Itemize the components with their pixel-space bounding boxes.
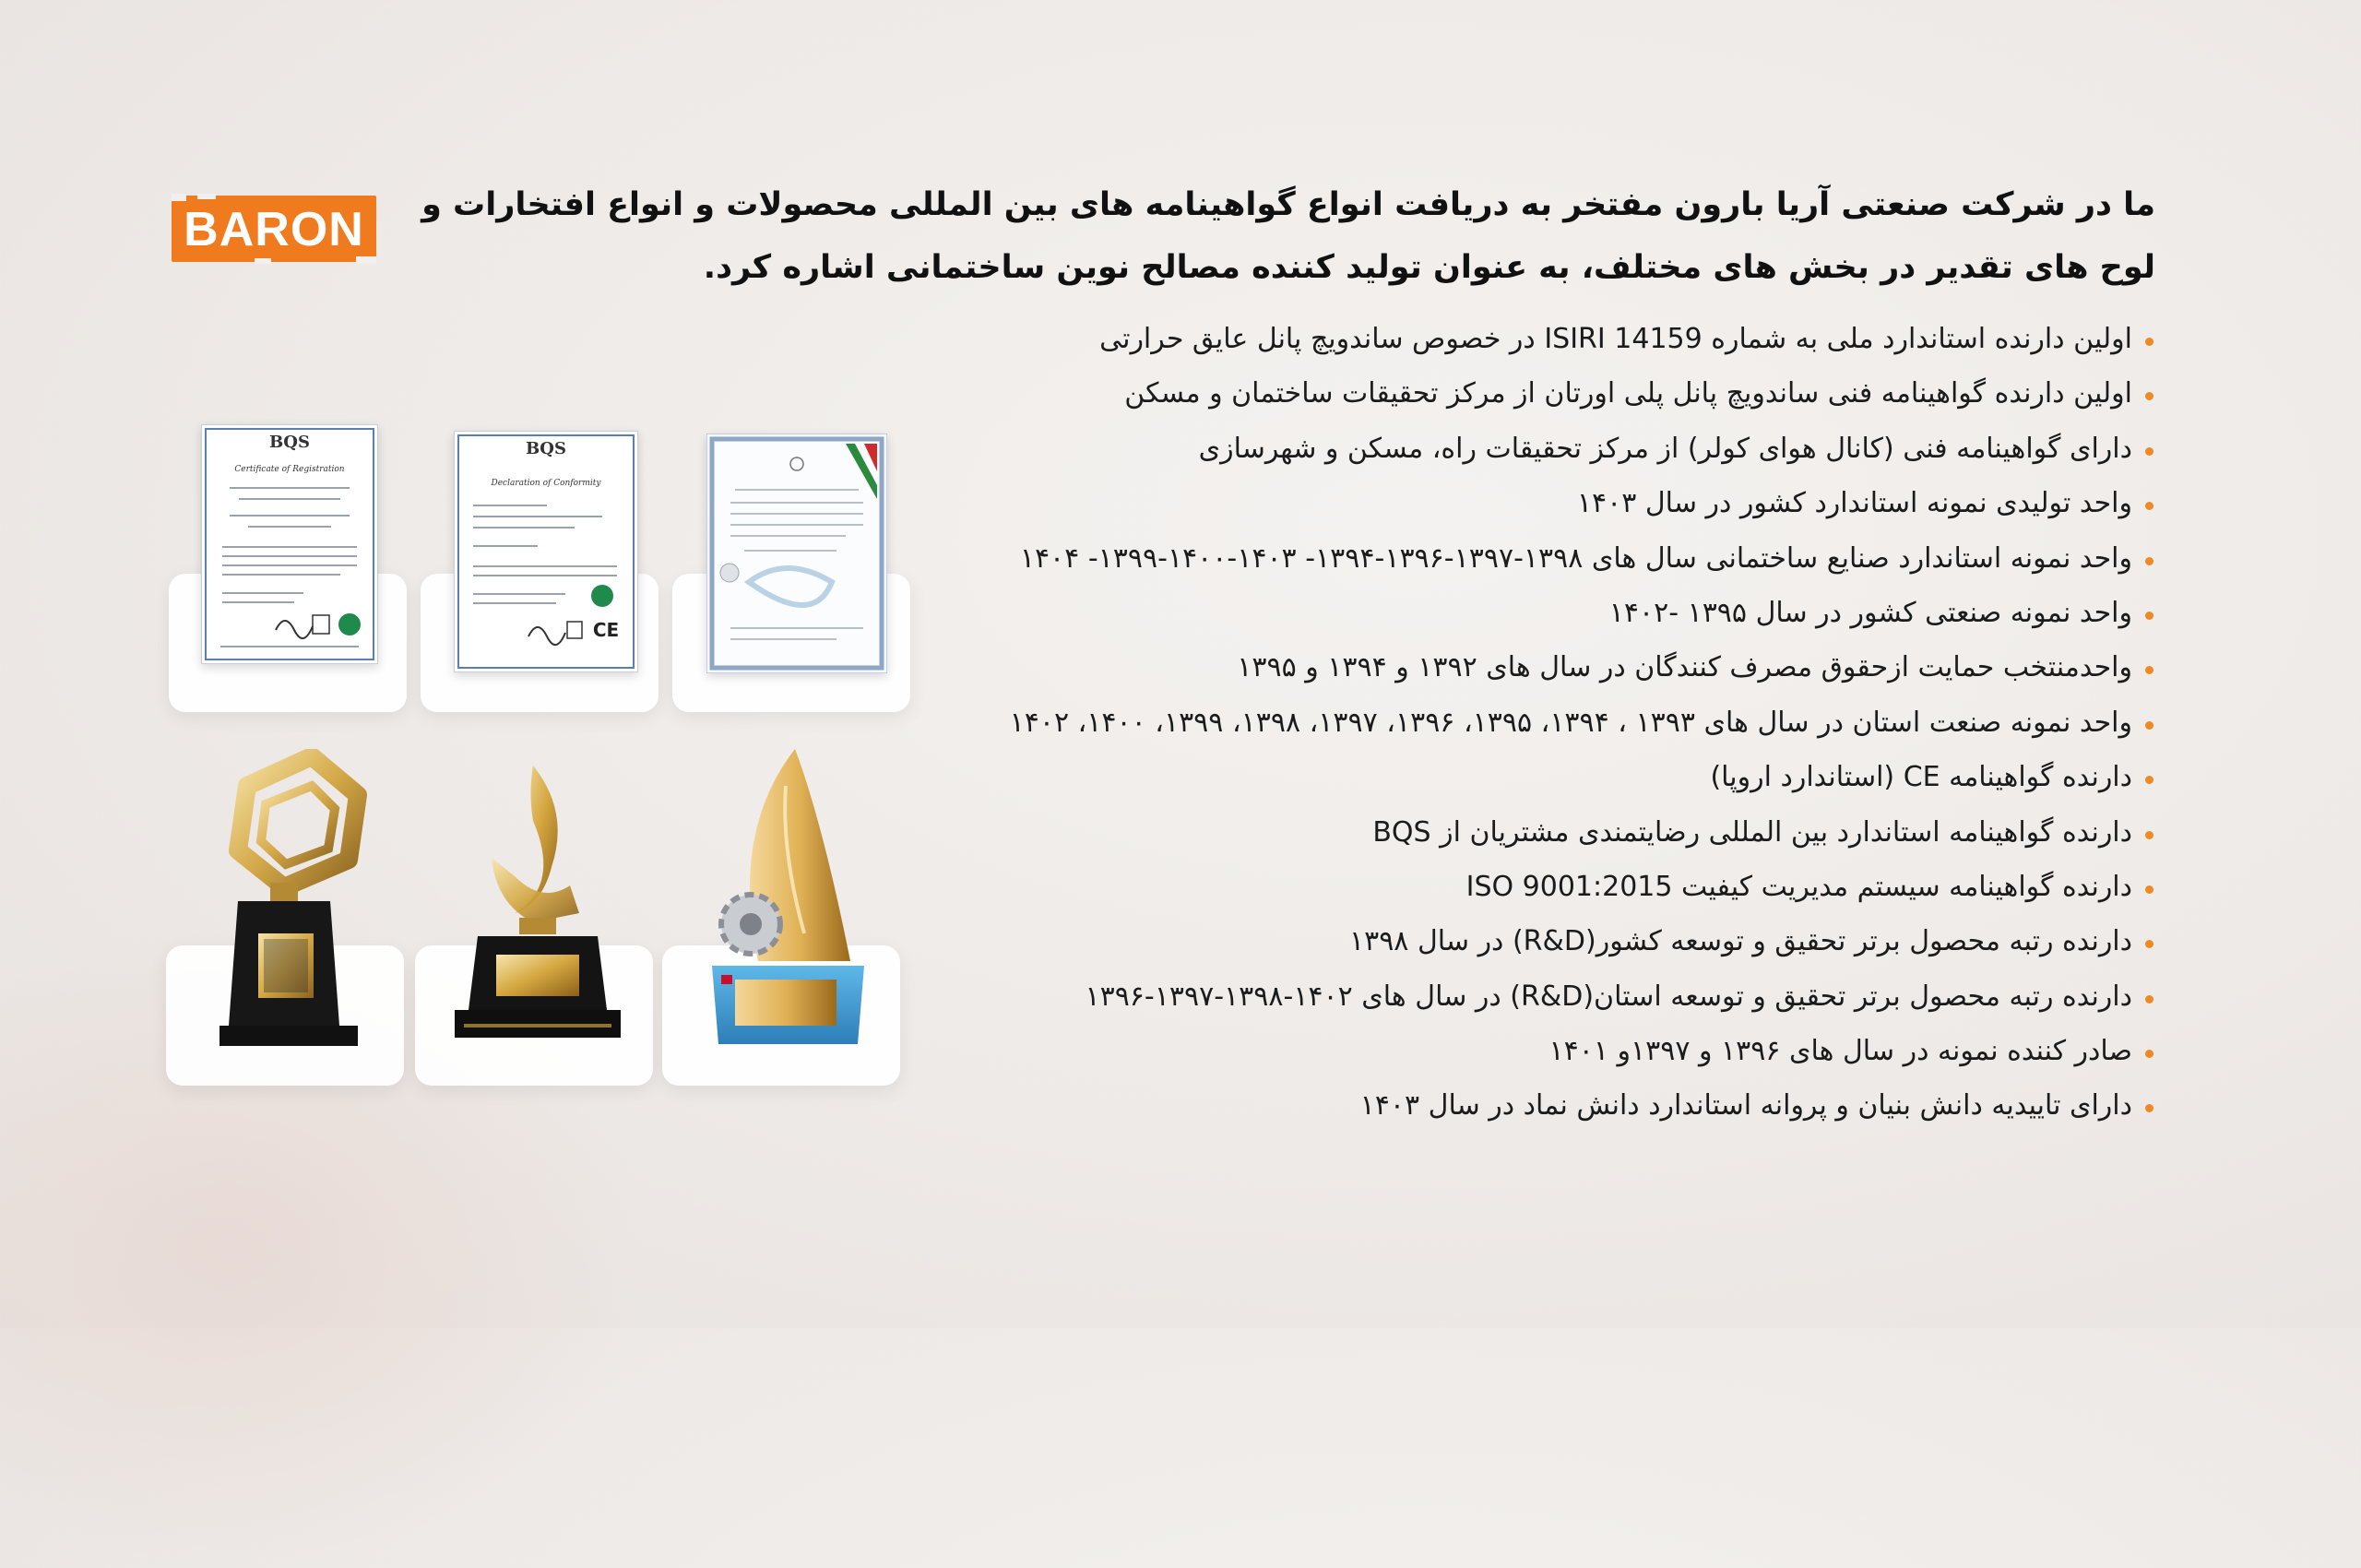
bqs-conformity-certificate bbox=[454, 431, 638, 672]
list-item-text: دارنده رتبه محصول برتر تحقیق و توسعه استان(R&D) در سال های ۱۴۰۲-۱۳۹۸-۱۳۹۷-۱۳۹۶ bbox=[1085, 980, 2132, 1013]
bullet-dot bbox=[2145, 721, 2153, 730]
list-item-text: دارنده گواهینامه سیستم مدیریت کیفیت ISO 9001:2015 bbox=[1465, 870, 2132, 903]
bullet-dot bbox=[2145, 995, 2153, 1004]
bullet-dot bbox=[2145, 612, 2153, 620]
bullet-dot bbox=[2145, 776, 2153, 784]
list-item bbox=[991, 1024, 2153, 1078]
cert-1-title: Certificate of Registration bbox=[234, 465, 345, 474]
headline-line-2: لوح های تقدیر در بخش های مختلف، به عنوان تولید کننده مصالح نوین ساختمانی اشاره کرد. bbox=[703, 249, 2155, 286]
list-item bbox=[991, 695, 2153, 750]
list-item-text: واحد نمونه صنعتی کشور در سال ۱۳۹۵ -۱۴۰۲ bbox=[1608, 596, 2132, 629]
award-trophy-3 bbox=[694, 749, 878, 1063]
bullet-dot bbox=[2145, 885, 2153, 894]
bqs-registration-certificate bbox=[201, 424, 378, 664]
list-item bbox=[991, 1078, 2153, 1133]
ce-mark: CE bbox=[592, 619, 620, 641]
list-item bbox=[991, 640, 2153, 695]
list-item-text: دارنده رتبه محصول برتر تحقیق و توسعه کشور(R&D) در سال ۱۳۹۸ bbox=[1348, 925, 2132, 958]
logo-text: BARON bbox=[184, 203, 364, 256]
baron-logo bbox=[172, 194, 376, 264]
list-item-text: صادر کننده نمونه در سال های ۱۳۹۶ و ۱۳۹۷و ۱۴۰۱ bbox=[1548, 1035, 2132, 1068]
list-item bbox=[991, 914, 2153, 968]
list-item-text: دارنده گواهینامه CE (استاندارد اروپا) bbox=[1710, 761, 2132, 794]
cert-1-brand: BQS bbox=[269, 433, 310, 452]
baron-logo-mark bbox=[172, 194, 376, 264]
bullet-dot bbox=[2145, 666, 2153, 674]
bullet-dot bbox=[2145, 392, 2153, 400]
achievements-list bbox=[991, 312, 2153, 1134]
list-item-text: واحد نمونه استاندارد صنایع ساختمانی سال های ۱۳۹۸-۱۳۹۷-۱۳۹۶-۱۳۹۴- ۱۴۰۳-۱۴۰۰-۱۳۹۹- ۱۴۰۴ bbox=[1019, 541, 2132, 575]
iran-technical-certificate bbox=[706, 434, 887, 673]
list-item bbox=[991, 366, 2153, 421]
bullet-dot bbox=[2145, 338, 2153, 346]
list-item bbox=[991, 860, 2153, 914]
list-item bbox=[991, 969, 2153, 1024]
bullet-dot bbox=[2145, 1050, 2153, 1058]
award-trophy-2 bbox=[441, 766, 635, 1051]
list-item bbox=[991, 750, 2153, 804]
trophy-icon bbox=[441, 766, 635, 1051]
list-item bbox=[991, 422, 2153, 476]
list-item-text: واحد تولیدی نمونه استاندارد کشور در سال ۱۴۰۳ bbox=[1576, 487, 2132, 520]
bullet-dot bbox=[2145, 557, 2153, 565]
bullet-dot bbox=[2145, 502, 2153, 510]
bullet-dot bbox=[2145, 447, 2153, 456]
list-item-text: واحدمنتخب حمایت ازحقوق مصرف کنندگان در سال های ۱۳۹۲ و ۱۳۹۴ و ۱۳۹۵ bbox=[1237, 651, 2132, 684]
list-item bbox=[991, 586, 2153, 640]
list-item-text: دارنده گواهینامه استاندارد بین المللی رضایتمندی مشتریان از BQS bbox=[1372, 815, 2132, 849]
intro-headline bbox=[421, 173, 2155, 299]
list-item bbox=[991, 312, 2153, 366]
list-item bbox=[991, 476, 2153, 530]
trophy-icon bbox=[694, 749, 878, 1063]
list-item bbox=[991, 531, 2153, 586]
headline-line-1: ما در شرکت صنعتی آریا بارون مفتخر به دریافت انواع گواهینامه های بین المللی محصولات و انواع افتخارات و bbox=[421, 186, 2155, 223]
cert-2-title: Declaration of Conformity bbox=[491, 479, 601, 488]
bullet-dot bbox=[2145, 940, 2153, 948]
bullet-dot bbox=[2145, 831, 2153, 839]
list-item-text: دارای گواهینامه فنی (کانال هوای کولر) از مرکز تحقیقات راه، مسکن و شهرسازی bbox=[1198, 432, 2132, 465]
list-item-text: واحد نمونه صنعت استان در سال های ۱۳۹۳ ، ۱۳۹۴، ۱۳۹۵، ۱۳۹۶، ۱۳۹۷، ۱۳۹۸، ۱۳۹۹، ۱۴۰۰، ۱۴۰۲ bbox=[1009, 706, 2132, 739]
list-item bbox=[991, 805, 2153, 860]
list-item-text: اولین دارنده گواهینامه فنی ساندویچ پانل پلی اورتان از مرکز تحقیقات ساختمان و مسکن bbox=[1124, 377, 2132, 410]
award-trophy-1 bbox=[210, 749, 367, 1055]
list-item-text: اولین دارنده استاندارد ملی به شماره ISIRI 14159 در خصوص ساندویچ پانل عایق حرارتی bbox=[1099, 323, 2132, 355]
trophy-icon bbox=[210, 749, 367, 1055]
cert-2-brand: BQS bbox=[526, 439, 566, 458]
bullet-dot bbox=[2145, 1104, 2153, 1112]
list-item-text: دارای تاییدیه دانش بنیان و پروانه استاندارد دانش نماد در سال ۱۴۰۳ bbox=[1359, 1089, 2132, 1123]
